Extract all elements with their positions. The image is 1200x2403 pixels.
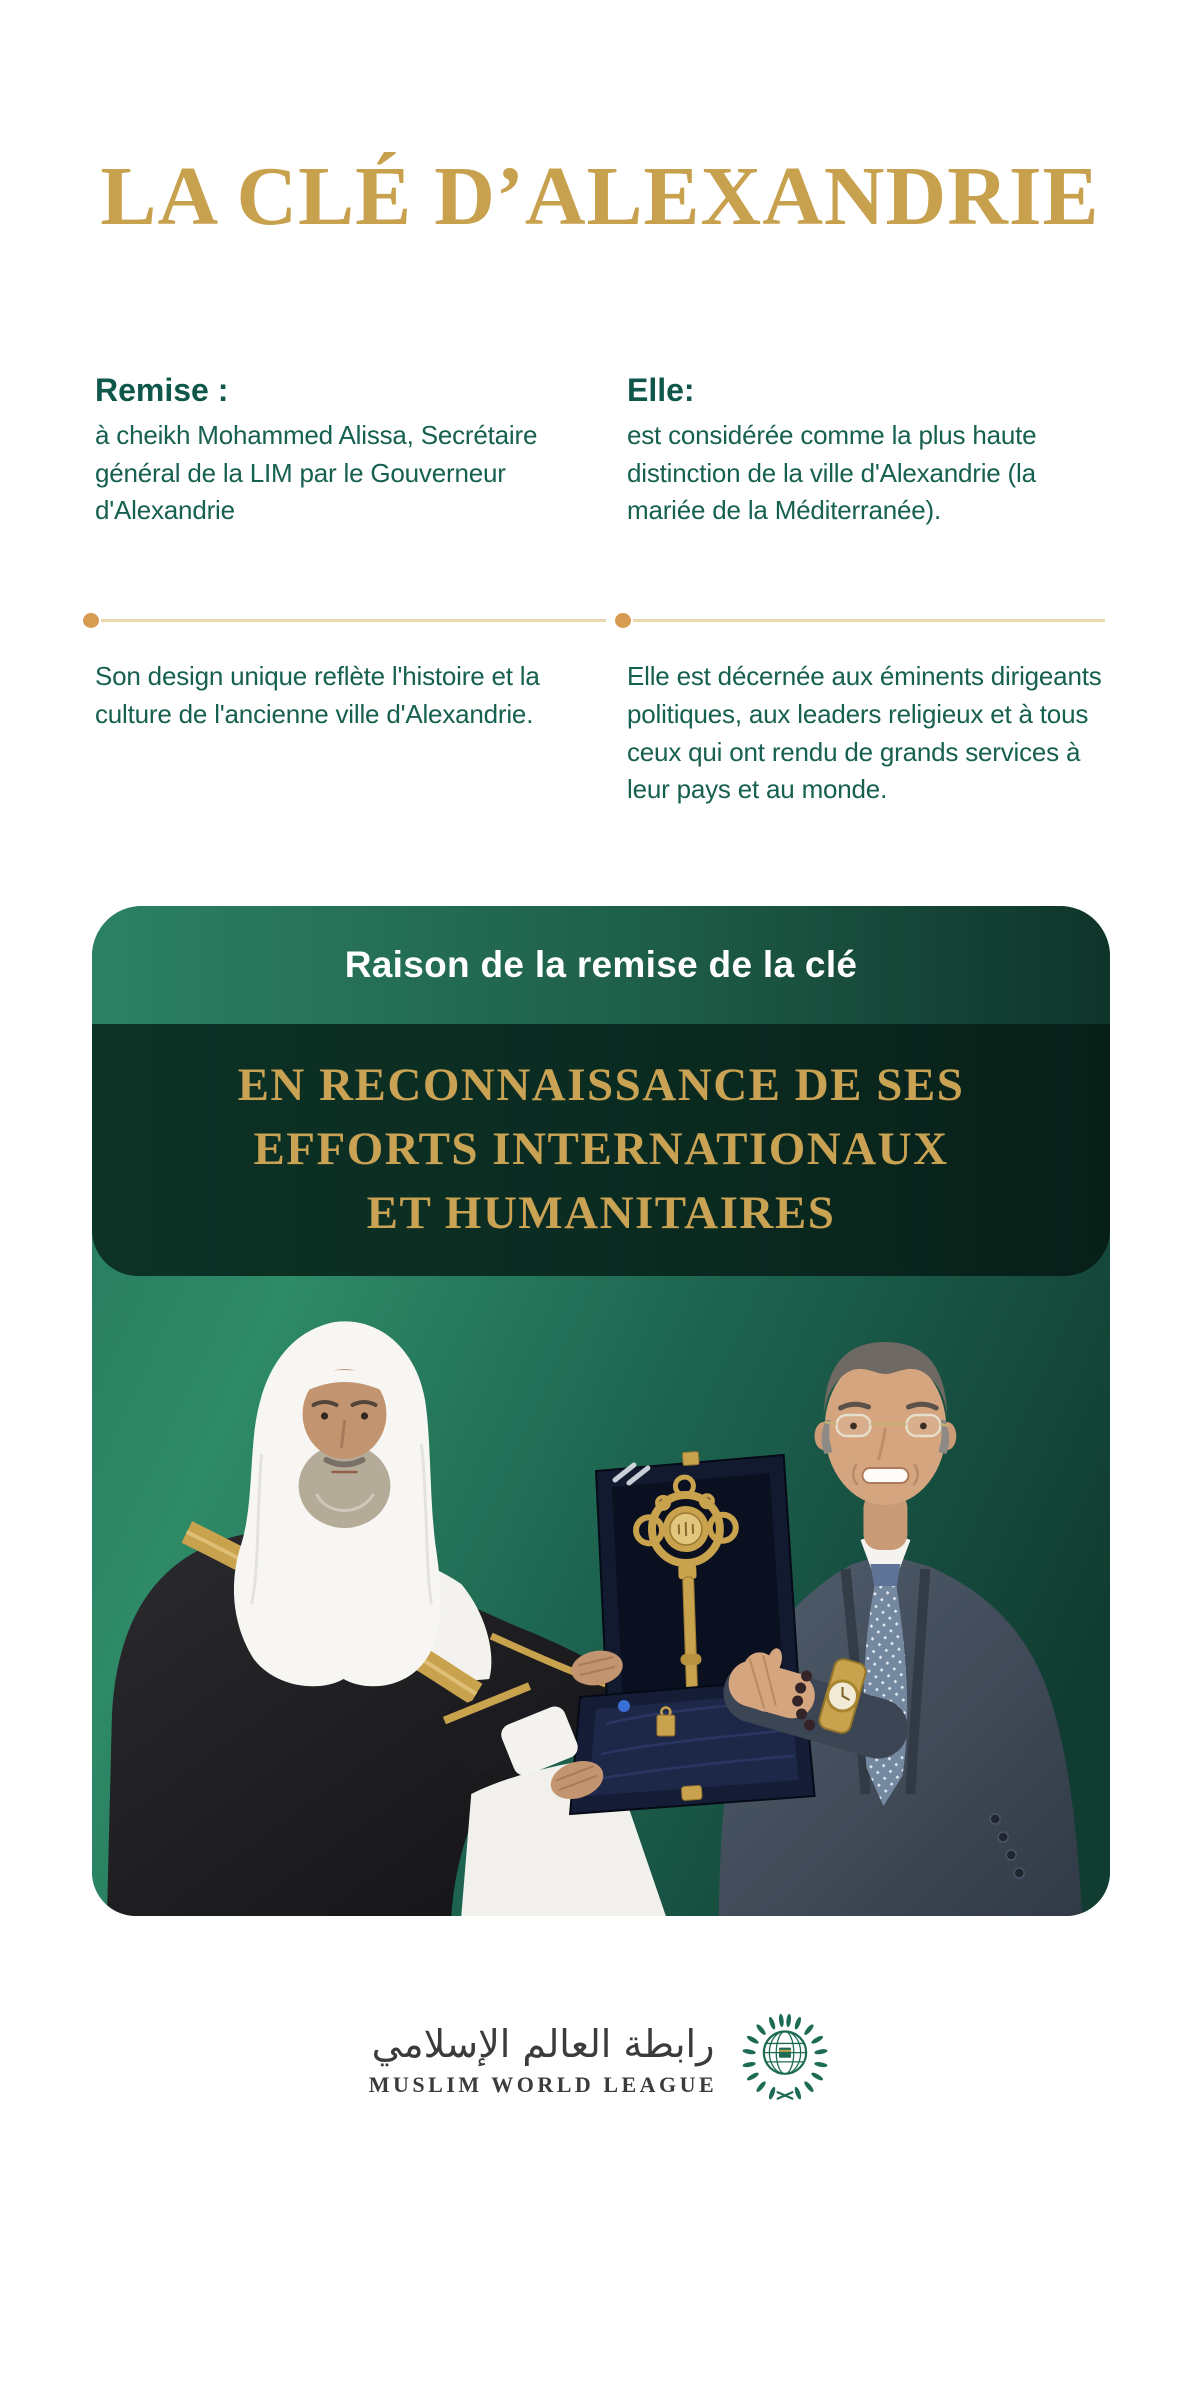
reason-panel bbox=[92, 1024, 1110, 1276]
key-box bbox=[570, 1451, 815, 1814]
logo-latin-name: MUSLIM WORLD LEAGUE bbox=[368, 2071, 718, 2097]
footer-logo bbox=[0, 2010, 1200, 2110]
divider-line bbox=[633, 619, 1105, 622]
info-body-remise: à cheikh Mohammed Alissa, Secrétaire général de la LIM par le Gouverneur d'Alexandrie bbox=[95, 420, 538, 526]
card-header-label: Raison de la remise de la clé bbox=[344, 943, 858, 985]
info-body-elle: est considérée comme la plus haute distinction de la ville d'Alexandrie (la mariée de la Méditerranée). bbox=[627, 420, 1037, 526]
card-header bbox=[92, 906, 1110, 1024]
logo-text bbox=[369, 2022, 717, 2098]
info-block-elle bbox=[627, 371, 1105, 530]
info-block-decernee bbox=[627, 658, 1105, 809]
divider-right bbox=[615, 612, 1105, 628]
mwl-emblem-icon bbox=[739, 2010, 831, 2110]
logo-arabic-calligraphy: رابطة العالم الإسلامي bbox=[371, 2022, 715, 2067]
info-heading-elle: Elle: bbox=[627, 371, 695, 408]
blue-ribbon bbox=[618, 1700, 630, 1712]
info-block-remise bbox=[95, 371, 573, 530]
info-grid bbox=[95, 371, 1105, 809]
divider-line bbox=[101, 619, 606, 622]
award-card bbox=[92, 906, 1110, 1916]
divider-left bbox=[83, 612, 606, 628]
reason-line-1: EN RECONNAISSANCE DE SES bbox=[237, 1059, 965, 1112]
info-body-decernee: Elle est décernée aux éminents dirigeants politiques, aux leaders religieux et à tous ceux qui ont rendu de grands services à leur pays et au monde. bbox=[627, 661, 1102, 805]
info-block-design bbox=[95, 658, 573, 809]
reason-line-3: ET HUMANITAIRES bbox=[366, 1187, 836, 1240]
divider-dot-icon bbox=[83, 613, 99, 628]
page-title: LA CLÉ D’ALEXANDRIE bbox=[100, 150, 1100, 243]
info-body-design: Son design unique reflète l'histoire et la culture de l'ancienne ville d'Alexandrie. bbox=[95, 661, 540, 729]
divider-dot-icon bbox=[615, 613, 631, 628]
infographic-page bbox=[0, 152, 1200, 2110]
info-heading-remise: Remise : bbox=[95, 371, 229, 408]
reason-line-2: EFFORTS INTERNATIONAUX bbox=[253, 1123, 949, 1176]
